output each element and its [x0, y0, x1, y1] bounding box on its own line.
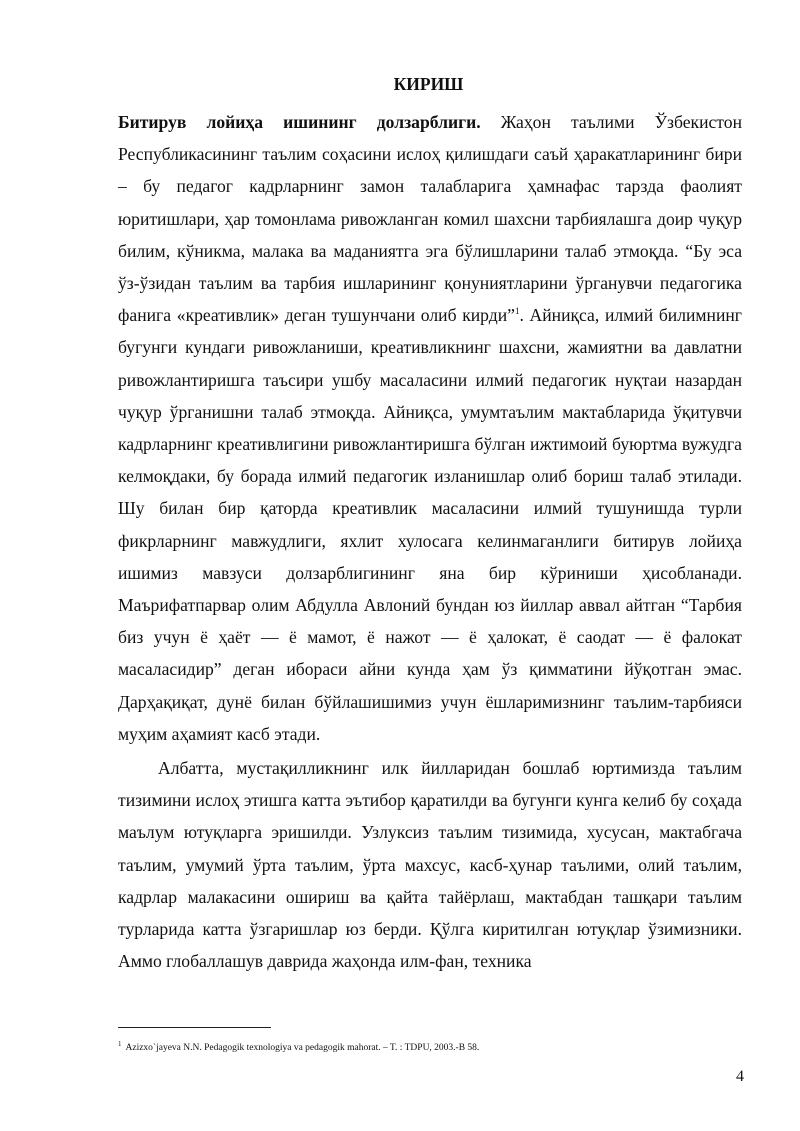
paragraph-1 — [118, 106, 742, 750]
footnote-reference: 1 — [514, 306, 520, 317]
footnote — [118, 1039, 742, 1055]
body-text — [118, 106, 742, 977]
footnote-mark: 1 — [118, 1039, 122, 1048]
paragraph-2: Албатта, мустақилликнинг илк йилларидан бошлаб юртимизда таълим тизимини ислоҳ этишга катта эътибор қаратилди ва бугунги кунга келиб бу соҳада маълум ютуқларга эришилди. Узлуксиз таълим тизимида, хусусан, мактабгача таълим, умумий ўрта таълим, ўрта махсус, касб-ҳунар таълими, олий таълим, кадрлар малакасини ошириш ва қайта тайёрлаш, мактабдан ташқари таълим турларида катта ўзгаришлар юз берди. Қўлга киритилган ютуқлар ўзимизники. Аммо глобаллашув даврида жаҳонда илм-фан, техника — [118, 758, 742, 972]
paragraph-1-text-b: . Айниқса, илмий билимнинг бугунги кундаги ривожланиши, креативликнинг шахсни, жамиятни ва давлатни ривожлантиришга таъсири ушбу масаласини илмий педагогик нуқтаи назардан чуқур ўрганишни талаб этмоқда. Айниқса, умумтаълим мактабларида ўқитувчи кадрларнинг креативлигини ривожлантиришга бўлган ижтимоий буюртма вужудга келмоқдаки, бу борада илмий педагогик изланишлар олиб бориш талаб этилади. Шу билан бир қаторда креативлик масаласини илмий тушунишда турли фикрларнинг мавжудлиги, яхлит хулосага келинмаганлиги битирув лойиҳа ишимиз мавзуси долзарблигининг яна бир кўриниши ҳисобланади. Маърифатпарвар олим Абдулла Авлоний бундан юз йиллар аввал айтган “Тарбия биз учун ё ҳаёт — ё мамот, ё нажот — ё ҳалокат, ё саодат — ё фалокат масаласидир” деган ибораси айни кунда ҳам ўз қимматини йўқотган эмас. Дарҳақиқат, дунё билан бўйлашишимиз учун ёшларимизнинг таълим-тарбияси муҳим аҳамият касб этади. — [118, 305, 742, 744]
footnote-separator — [118, 1027, 271, 1028]
footnote-text: Azizxo`jayeva N.N. Pedagogik texnologiya va pedagogik mahorat. – T. : TDPU, 2003.-B 58. — [125, 1043, 480, 1053]
page-number: 4 — [736, 1068, 744, 1085]
section-heading: КИРИШ — [393, 74, 464, 94]
paragraph-lead: Битирув лойиҳа ишининг долзарблиги. — [118, 112, 481, 132]
paragraph-1-text-a: Жаҳон таълими Ўзбекистон Республикасининг таълим соҳасини ислоҳ қилишдаги саъй ҳаракатларининг бири – бу педагог кадрларнинг замон талабларига ҳамнафас тарзда фаолият юритишлари, ҳар томонлама ривожланган комил шахсни тарбиялашга доир чуқур билим, кўникма, малака ва маданиятга эга бўлишларини талаб этмоқда. “Бу эса ўз-ўзидан таълим ва тарбия ишларининг қонуниятларини ўрганувчи педагогика фанига «креативлик» деган тушунчани олиб кирди” — [118, 112, 742, 326]
